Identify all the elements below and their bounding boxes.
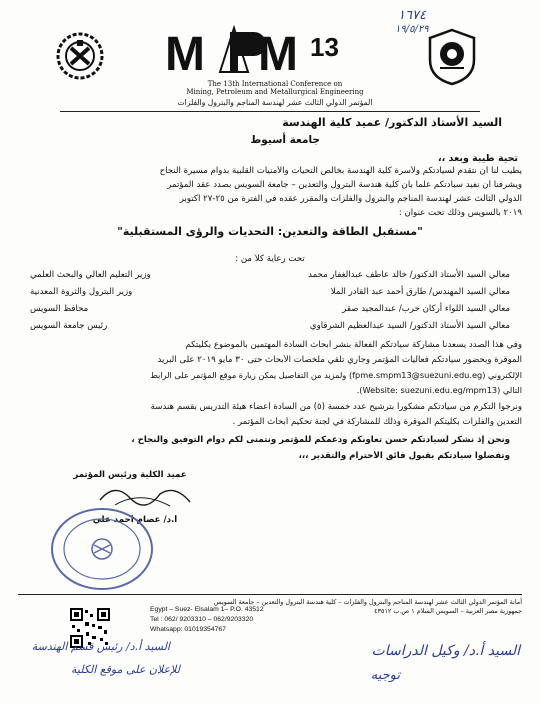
footer-address-ar: أمانة المؤتمر الدولي الثالث عشر لهندسة المناجم والبترول والفلزات – كلية هندسة البترول والتعدين – جامعة السويس	[213, 598, 522, 606]
header-divider	[60, 111, 480, 112]
handwritten-note-right-1: السيد أ.د/ وكيل الدراسات	[371, 643, 520, 659]
handwritten-note-left-2: للإعلان على موقع الكلية	[70, 663, 180, 676]
conference-title-en	[150, 80, 400, 96]
conference-title-en-line1: The 13th International Conference on	[207, 80, 343, 88]
footer-address-ar2: جمهورية مصر العربية – السويس السلام ١ ص.ب ٤٣٥١٢	[374, 607, 522, 615]
body-line: ويشرفنا أن نفيد سيادتكم علماً بأن كلية هندسة البترول والتعدين – جامعة السويس بصدد عقد المؤتمر	[167, 180, 522, 190]
sponsor-name: معالي السيد الأستاذ الدكتور/ السيد عبدالعظيم الشرقاوي	[309, 321, 510, 331]
svg-text:M: M	[258, 28, 296, 79]
sponsor-role: محافظ السويس	[30, 304, 89, 314]
addressee-line2: جامعة أسيوط	[250, 134, 320, 146]
closing-line: وتفضلوا سيادتكم بقبول فائق الأحترام والتقدير ،،،	[298, 451, 510, 461]
suez-university-seal-icon	[426, 28, 478, 86]
sponsor-row	[30, 304, 510, 315]
sponsor-row	[30, 270, 510, 281]
footer-tel: Tel : 062/ 9203310 – 062/9203320	[150, 616, 254, 623]
official-stamp-icon	[48, 505, 156, 593]
footer-divider	[18, 594, 522, 595]
greeting: تحية طيبة وبعد ،،	[438, 153, 518, 164]
body-line: ٢٠١٩ بالسويس وذلك تحت عنوان :	[398, 208, 522, 218]
svg-text:M: M	[165, 28, 203, 79]
sponsor-role: وزير البترول والثروة المعدنية	[30, 287, 133, 297]
body-line: وفي هذا الصدد يسعدنا مشاركة سيادتكم الفعالة بنشر أبحاث السادة المهتمين بالموضوع بكليتكم	[185, 340, 522, 350]
closing-line: ونحن إذ نشكر لسيادتكم حسن تعاونكم ودعمكم للمؤتمر ونتمنى لكم دوام التوفيق والنجاح ،	[131, 435, 510, 445]
sponsor-role: وزير التعليم العالي والبحث العلمي	[30, 270, 151, 280]
body-line: يطيب لنا أن نتقدم لسيادتكم ولأسرة كلية الهندسة بخالص التحيات والأمنيات القلبية بدوام مسيرة النجاح	[159, 166, 522, 176]
handwritten-note-left-1: السيد أ.د/ رئيس قسم الهندسة	[31, 640, 170, 653]
university-faculty-logo-icon	[55, 30, 105, 82]
body-line: التعدين والفلزات بكليتكم الموقرة وذلك للمشاركة في لجنة تحكيم أبحاث المؤتمر .	[232, 417, 522, 427]
signature-name: أ.د/ عصام أحمد علي	[92, 515, 178, 525]
mpm13-logo-icon	[160, 24, 390, 79]
sponsor-name: معالي السيد المهندس/ طارق أحمد عبد القادر الملا	[330, 287, 510, 297]
footer-whatsapp: Whatsapp: 01019354767	[150, 626, 226, 633]
body-line: التالي (Website: suezuni.edu.eg/mpm13).	[356, 385, 522, 395]
footer-address-en: Egypt – Suez- Elsalam 1– P.O. 43512	[150, 606, 264, 613]
conference-title-ar: المؤتمر الدولي الثالث عشر لهندسة المناجم والبترول والفلزات	[177, 98, 373, 107]
handwritten-ref-number: ١٦٧٤	[398, 8, 426, 23]
signature-title: عميد الكلية ورئيس المؤتمر	[73, 470, 187, 480]
conference-theme: "مستقبل الطاقة والتعدين: التحديات والرؤى المستقبلية"	[117, 225, 423, 238]
sponsor-name: معالي السيد اللواء أركان حرب/ عبدالمجيد صقر	[342, 304, 510, 314]
sponsor-row	[30, 287, 510, 298]
mpm-number: 13	[310, 32, 339, 62]
body-line: الموقرة وبحضور سيادتكم فعاليات المؤتمر وجاري تلقي ملخصات الأبحاث حتى ٣٠ مايو ٢٠١٩ على البريد	[157, 355, 522, 365]
body-line: ونرجوا التكرم من سيادتكم مشكوراً بترشيح عدد خمسة (٥) من السادة أعضاء هيئة التدريس بقسم هندسة	[150, 402, 522, 412]
body-line: الدولي الثالث عشر لهندسة المناجم والبترول والفلزات والمقرر عقده في الفترة من ٢٥-٢٧ أكتوبر	[179, 194, 522, 204]
body-line: الإلكتروني (fpme.smpm13@suezuni.edu.eg) ولمزيد من التفاصيل يمكن زيارة موقع المؤتمر على الرابط	[150, 370, 522, 380]
sponsor-row	[30, 321, 510, 332]
conference-title-en-line2: Mining, Petroleum and Metallurgical Engineering	[186, 88, 364, 96]
handwritten-note-right-2: توجيه	[370, 668, 400, 683]
addressee-line1: السيد الأستاذ الدكتور/ عميد كلية الهندسة	[282, 116, 502, 129]
sponsorship-heading: تحت رعاية كلاً من :	[235, 254, 305, 264]
sponsor-role: رئيس جامعة السويس	[30, 321, 108, 331]
sponsor-name: معالي السيد الأستاذ الدكتور/ خالد عاطف عبدالغفار محمد	[308, 270, 510, 280]
handwritten-ref-date: ١٩/٥/٢٩	[395, 24, 429, 35]
